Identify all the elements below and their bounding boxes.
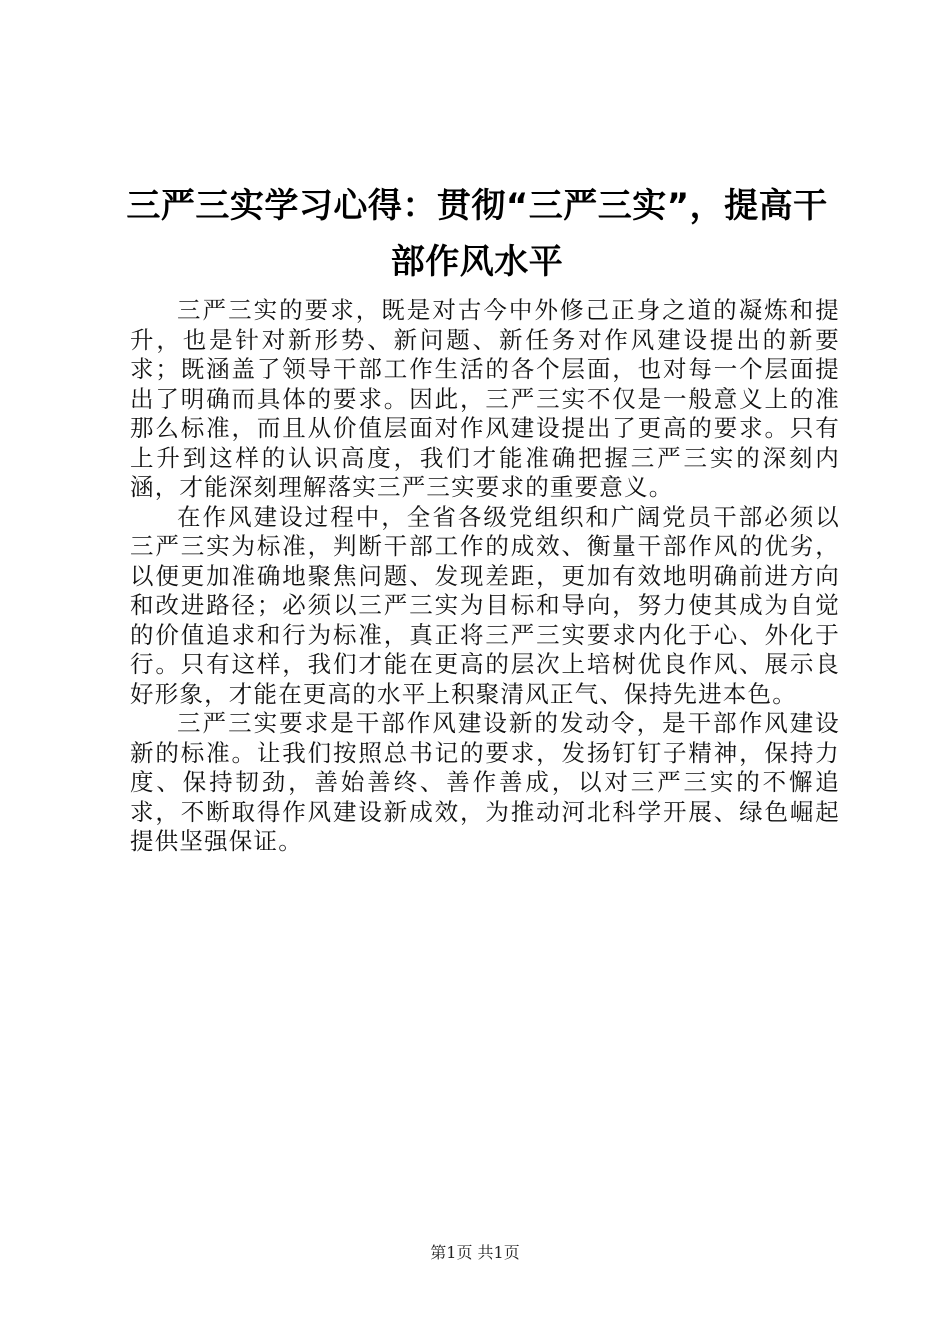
document-body [130, 296, 840, 857]
paragraph-3: 三严三实要求是干部作风建设新的发动令，是干部作风建设新的标准。让我们按照总书记的要求，发扬钉钉子精神，保持力度、保持韧劲，善始善终、善作善成，以对三严三实的不懈追求，不断取得作风建设新成效，为推动河北科学开展、绿色崛起提供坚强保证。 [130, 709, 840, 855]
document-title: 三严三实学习心得：贯彻“三严三实”，提高干部作风水平 [126, 186, 828, 282]
page-footer: 第1页 共1页 [430, 1243, 520, 1262]
paragraph-1: 三严三实的要求，既是对古今中外修己正身之道的凝炼和提升，也是针对新形势、新问题、新任务对作风建设提出的新要求；既涵盖了领导干部工作生活的各个层面，也对每一个层面提出了明确而具体的要求。因此，三严三实不仅是一般意义上的准那么标准，而且从价值层面对作风建设提出了更高的要求。只有上升到这样的认识高度，我们才能准确把握三严三实的深刻内涵，才能深刻理解落实三严三实要求的重要意义。 [130, 296, 840, 501]
paragraph-2: 在作风建设过程中，全省各级党组织和广阔党员干部必须以三严三实为标准，判断干部工作的成效、衡量干部作风的优劣，以便更加准确地聚焦问题、发现差距，更加有效地明确前进方向和改进路径；必须以三严三实为目标和导向，努力使其成为自觉的价值追求和行为标准，真正将三严三实要求内化于心、外化于行。只有这样，我们才能在更高的层次上培树优良作风、展示良好形象，才能在更高的水平上积聚清风正气、保持先进本色。 [130, 502, 840, 708]
